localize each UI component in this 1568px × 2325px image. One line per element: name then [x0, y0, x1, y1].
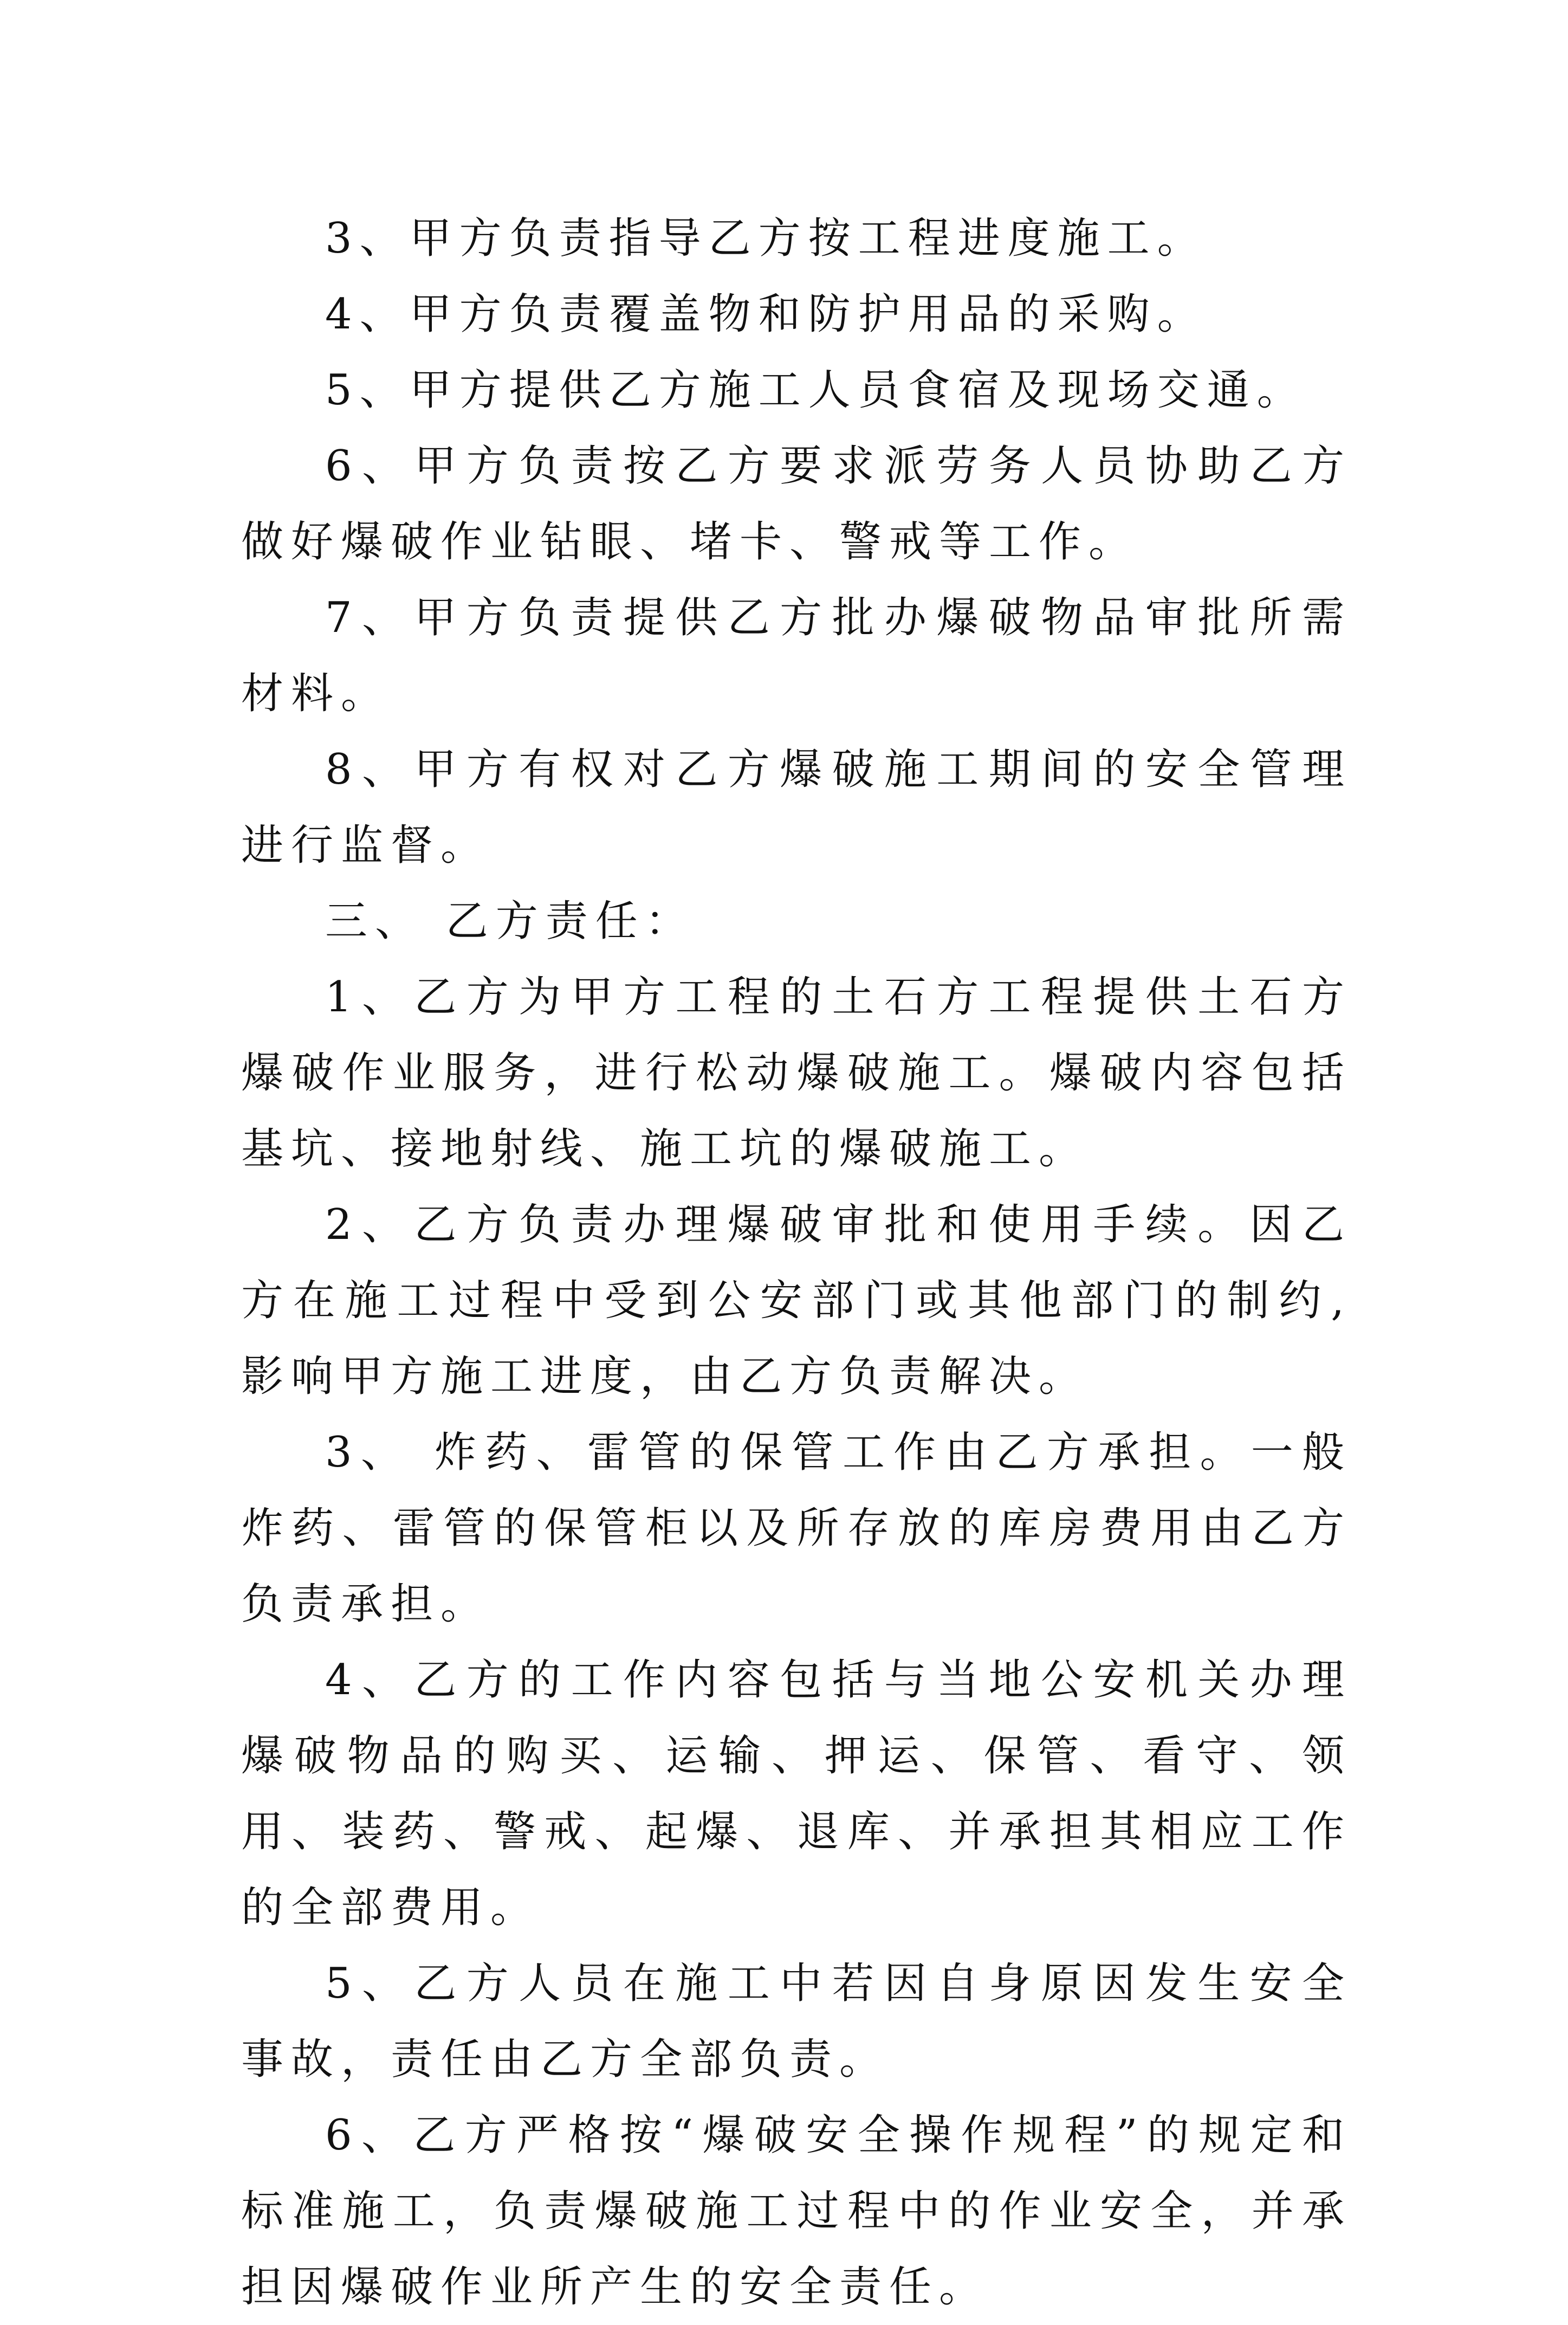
paragraph-b2: 2、乙方负责办理爆破审批和使用手续。因乙方在施工过程中受到公安部门或其他部门的制约,影响甲方施工进度，由乙方负责解决。 [241, 1200, 1352, 1401]
paragraph-a7: 7、甲方负责提供乙方批办爆破物品审批所需材料。 [241, 593, 1352, 718]
paragraph-a4: 4、甲方负责覆盖物和防护用品的采购。 [325, 290, 1207, 339]
paragraph-b5: 5、乙方人员在施工中若因自身原因发生安全事故，责任由乙方全部负责。 [241, 1959, 1352, 2084]
paragraph-a3: 3、甲方负责指导乙方按工程进度施工。 [325, 214, 1207, 263]
paragraph-a8: 8、甲方有权对乙方爆破施工期间的安全管理进行监督。 [241, 745, 1352, 870]
section-heading-party-b-duties: 三、 乙方责任： [325, 897, 695, 946]
paragraph-b4: 4、乙方的工作内容包括与当地公安机关办理爆破物品的购买、运输、押运、保管、看守、领用、装药、警戒、起爆、退库、并承担其相应工作的全部费用。 [241, 1656, 1352, 1932]
paragraph-a5: 5、甲方提供乙方施工人员食宿及现场交通。 [325, 366, 1307, 415]
paragraph-a6: 6、甲方负责按乙方要求派劳务人员协助乙方做好爆破作业钻眼、堵卡、警戒等工作。 [241, 442, 1352, 566]
paragraph-b6: 6、乙方严格按“爆破安全操作规程”的规定和标准施工，负责爆破施工过程中的作业安全，并承担因爆破作业所产生的安全责任。 [241, 2111, 1352, 2311]
paragraph-b1: 1、乙方为甲方工程的土石方工程提供土石方爆破作业服务，进行松动爆破施工。爆破内容包括基坑、接地射线、施工坑的爆破施工。 [241, 973, 1352, 1173]
document-body [241, 201, 1352, 2325]
paragraph-b3: 3、 炸药、雷管的保管工作由乙方承担。一般炸药、雷管的保管柜以及所存放的库房费用由乙方负责承担。 [241, 1428, 1352, 1629]
